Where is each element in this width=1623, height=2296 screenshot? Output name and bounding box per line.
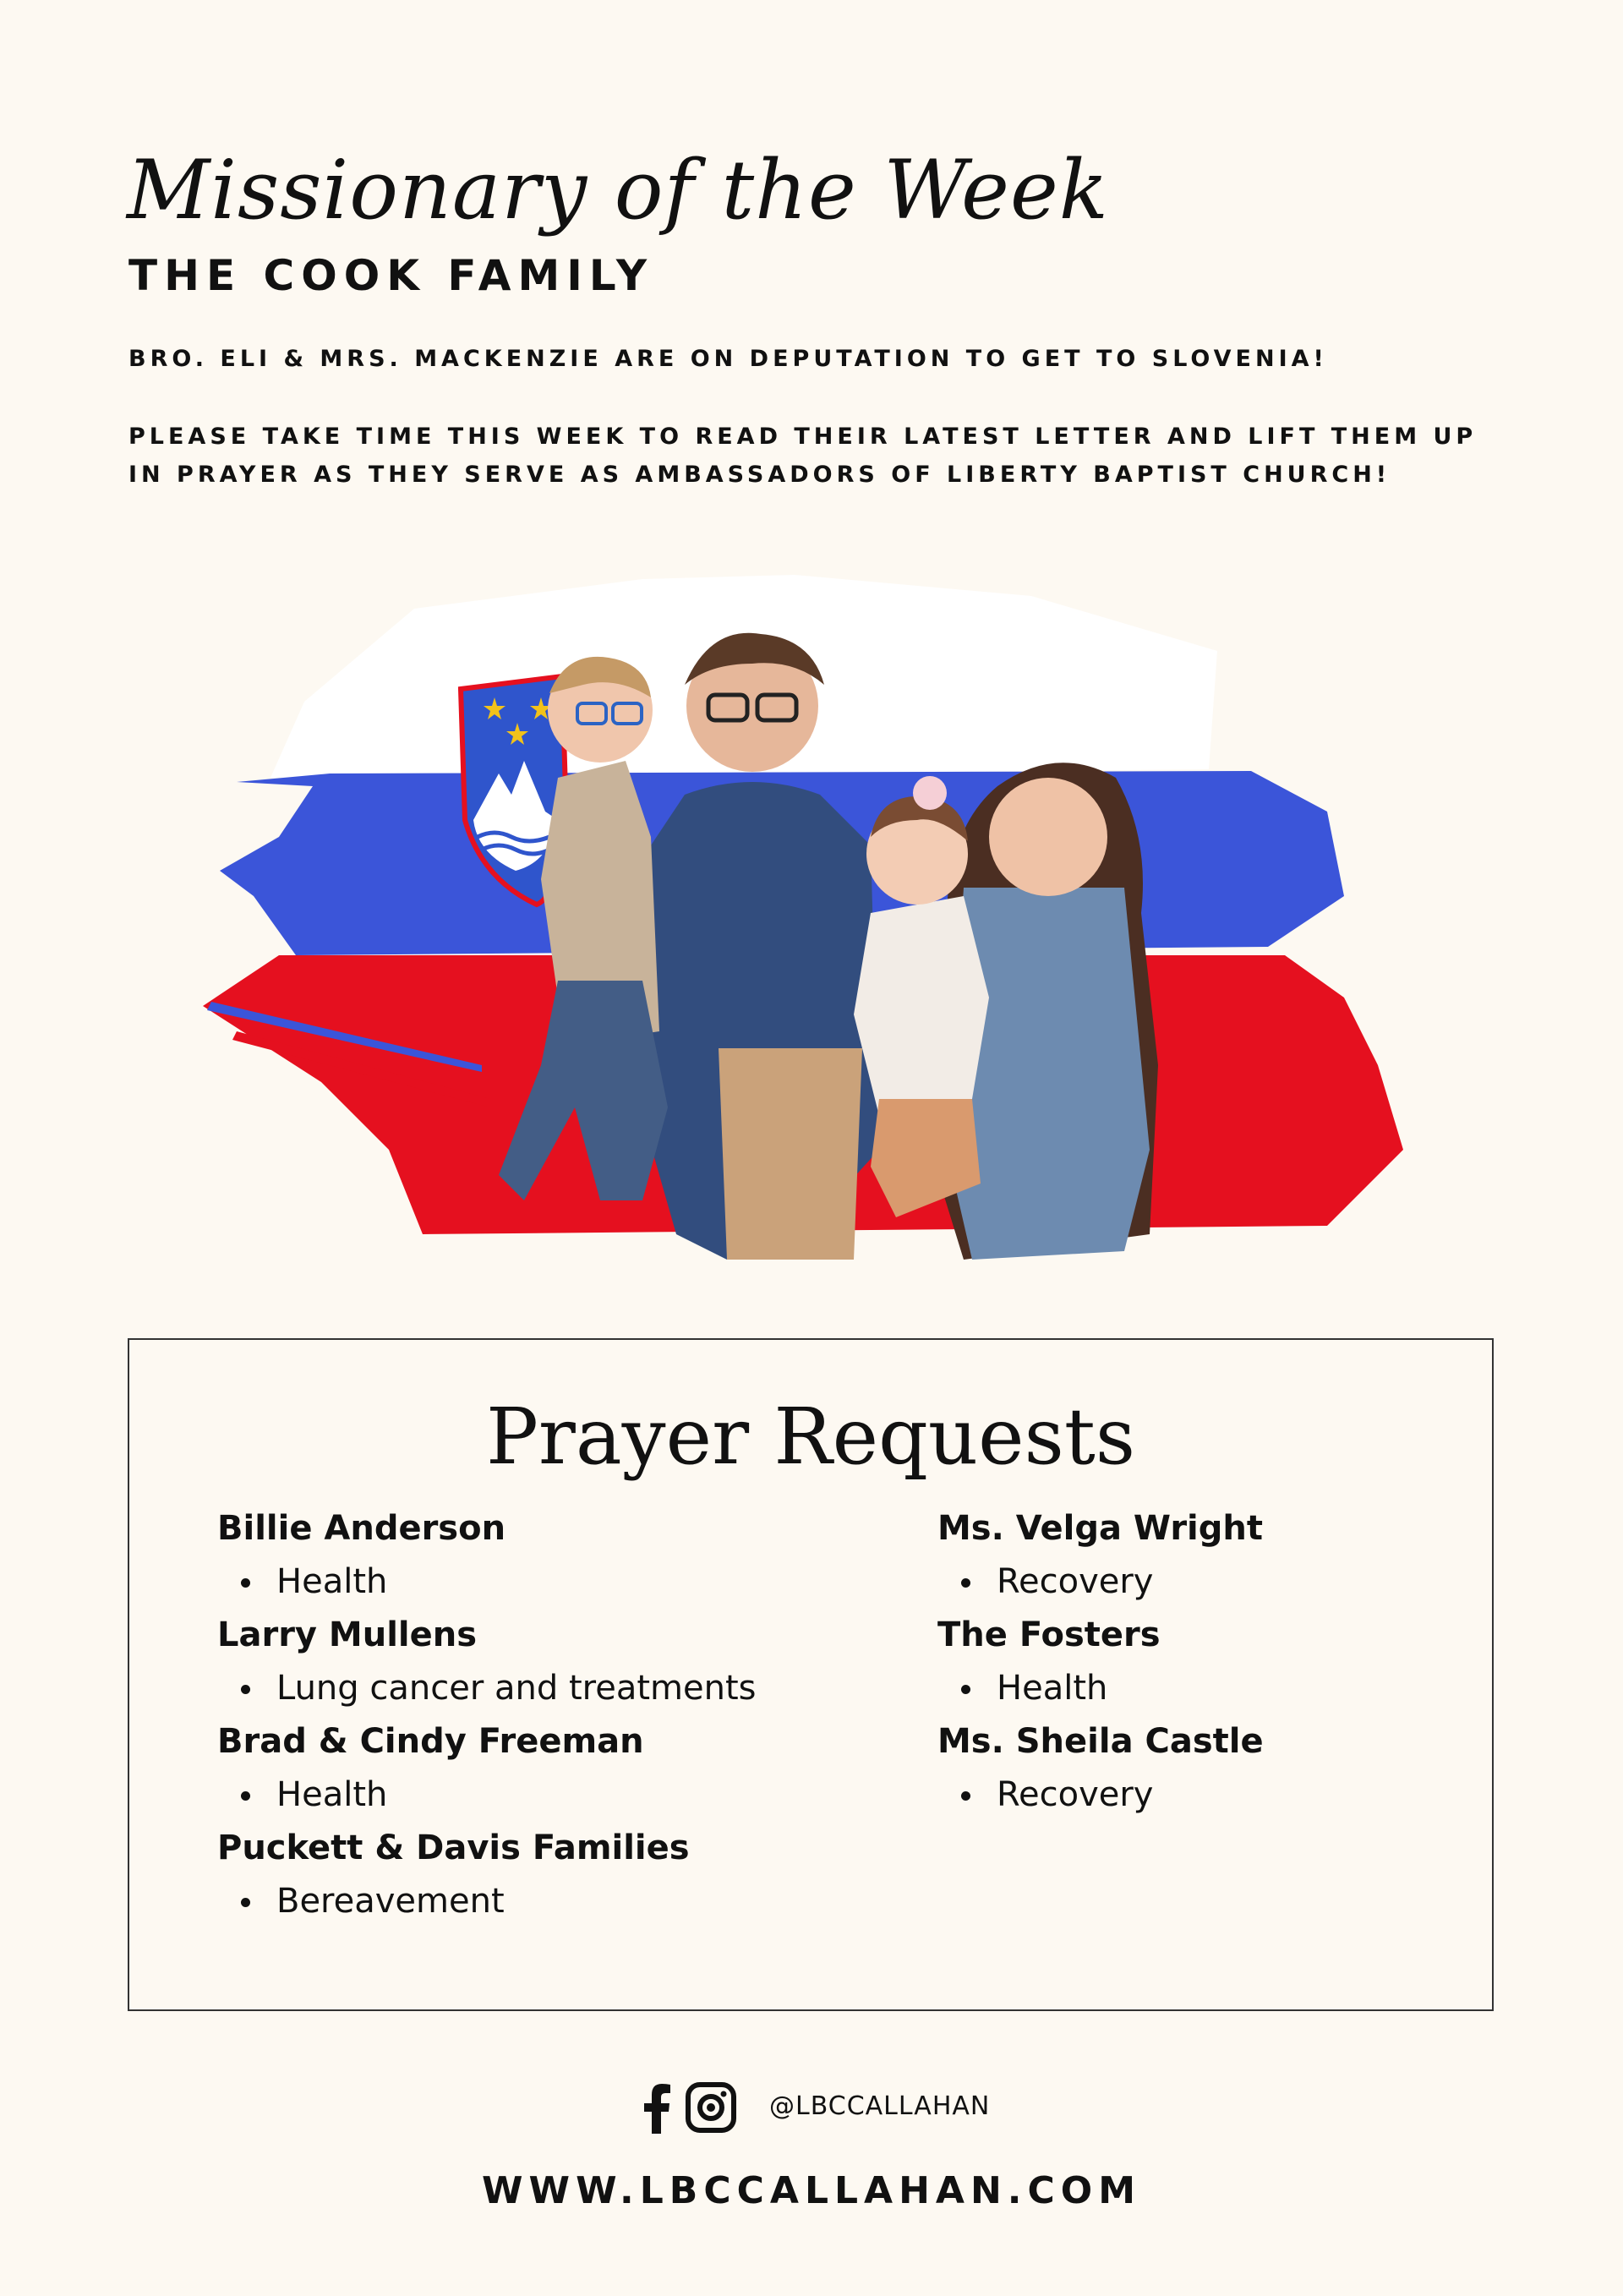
- prayer-item: [217, 1822, 826, 1928]
- request-name: Larry Mullens: [217, 1615, 478, 1654]
- family-name-subtitle: THE COOK FAMILY: [128, 251, 654, 300]
- request-detail: Recovery: [937, 1768, 1462, 1822]
- prayer-item: [217, 1609, 826, 1715]
- request-detail: Health: [217, 1768, 826, 1822]
- request-name: Ms. Sheila Castle: [937, 1722, 1264, 1761]
- request-detail: Lung cancer and treatments: [217, 1662, 826, 1715]
- request-name: Puckett & Davis Families: [217, 1829, 690, 1867]
- page-title: Missionary of the Week: [127, 143, 1109, 238]
- prayer-requests-box: [128, 1338, 1494, 2011]
- instagram-icon[interactable]: [685, 2081, 737, 2134]
- request-name: The Fosters: [937, 1615, 1161, 1654]
- request-detail: Health: [217, 1555, 826, 1609]
- prayer-call-text: PLEASE TAKE TIME THIS WEEK TO READ THEIR LATEST LETTER AND LIFT THEM UP IN PRAYER AS THEY SERVE AS AMBASSADORS OF LIBERTY BAPTIST CHURCH!: [128, 424, 1478, 488]
- request-detail: Health: [937, 1662, 1462, 1715]
- prayer-item: [217, 1502, 826, 1609]
- deputation-text: BRO. ELI & MRS. MACKENZIE ARE ON DEPUTATION TO GET TO SLOVENIA!: [128, 346, 1328, 372]
- family-photo-slovenia-flag: [203, 558, 1420, 1268]
- request-name: Billie Anderson: [217, 1509, 506, 1548]
- prayer-item: [937, 1609, 1462, 1715]
- prayer-item: [217, 1715, 826, 1822]
- request-detail: Recovery: [937, 1555, 1462, 1609]
- facebook-icon[interactable]: [642, 2083, 671, 2134]
- social-handle[interactable]: @LBCCALLAHAN: [769, 2091, 991, 2121]
- prayer-item: [937, 1502, 1462, 1609]
- request-name: Brad & Cindy Freeman: [217, 1722, 644, 1761]
- prayer-item: [937, 1715, 1462, 1822]
- request-detail: Bereavement: [217, 1875, 826, 1928]
- prayer-requests-heading: Prayer Requests: [485, 1391, 1136, 1482]
- prayer-list-left: [217, 1502, 826, 1928]
- website-link[interactable]: WWW.LBCCALLAHAN.COM: [482, 2169, 1141, 2212]
- request-name: Ms. Velga Wright: [937, 1509, 1263, 1548]
- prayer-list-right: [937, 1502, 1462, 1822]
